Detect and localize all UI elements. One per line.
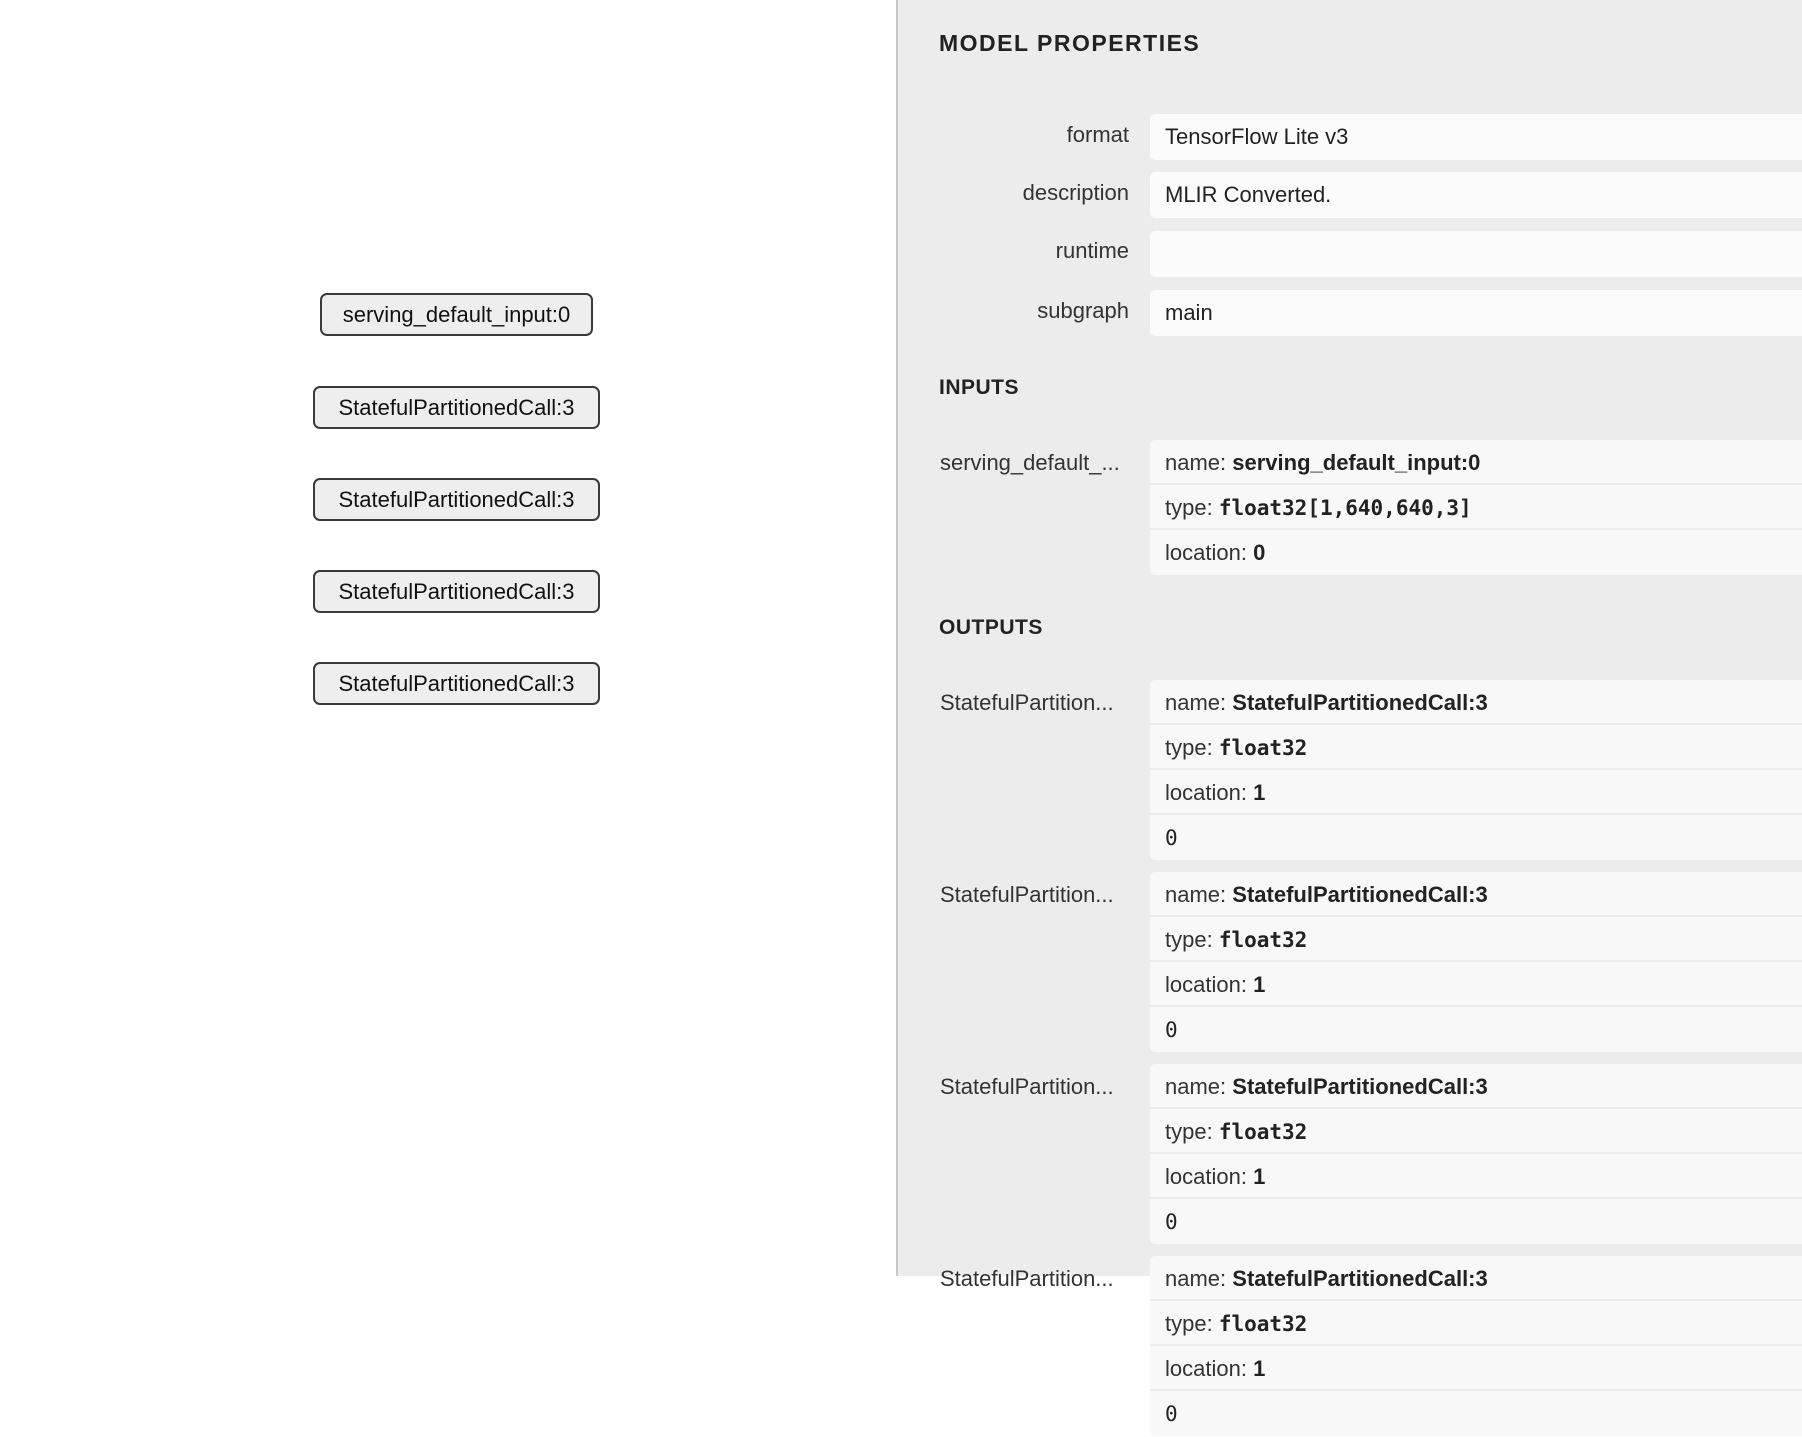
location-key: location: [1165, 1356, 1254, 1381]
graph-node-input[interactable]: serving_default_input:0 [320, 293, 593, 336]
type-key: type: [1165, 1119, 1219, 1144]
output-location-row[interactable] [1150, 1154, 1802, 1199]
property-value-runtime[interactable] [1150, 231, 1802, 277]
output-type-row[interactable] [1150, 1109, 1802, 1154]
output-type-value: float32 [1218, 928, 1308, 952]
sidebar-title: MODEL PROPERTIES [939, 30, 1201, 56]
inputs-section-title: INPUTS [939, 376, 1020, 399]
output-location-row[interactable] [1150, 962, 1802, 1007]
property-label-subgraph: subgraph [1037, 298, 1129, 323]
output-type-value: float32 [1218, 736, 1308, 760]
output-name-value: StatefulPartitionedCall:3 [1232, 1266, 1488, 1291]
output-type-row[interactable] [1150, 725, 1802, 770]
type-key: type: [1165, 495, 1219, 520]
property-label-runtime: runtime [1055, 238, 1129, 263]
graph-node-output[interactable]: StatefulPartitionedCall:3 [313, 478, 600, 521]
input-name-value: serving_default_input:0 [1232, 450, 1481, 475]
output-details [1150, 872, 1802, 1052]
output-details [1150, 1064, 1802, 1244]
output-name-row[interactable] [1150, 872, 1802, 917]
output-details [1150, 1256, 1802, 1436]
output-location-value: 1 [1253, 972, 1266, 997]
location-key: location: [1165, 780, 1254, 805]
model-properties-sidebar [896, 0, 1802, 1426]
output-extra-row[interactable] [1150, 815, 1802, 860]
input-location-value: 0 [1253, 540, 1266, 565]
property-label-description: description [1022, 180, 1129, 205]
type-key: type: [1165, 1311, 1219, 1336]
location-key: location: [1165, 972, 1254, 997]
output-extra-value: 0 [1165, 1018, 1178, 1042]
graph-canvas[interactable] [0, 0, 896, 1276]
property-value-subgraph[interactable]: main [1150, 290, 1802, 336]
output-name-value: StatefulPartitionedCall:3 [1232, 882, 1488, 907]
name-key: name: [1165, 450, 1233, 475]
type-key: type: [1165, 735, 1219, 760]
output-extra-row[interactable] [1150, 1199, 1802, 1244]
graph-node-output[interactable]: StatefulPartitionedCall:3 [313, 662, 600, 705]
input-location-row[interactable] [1150, 530, 1802, 575]
name-key: name: [1165, 1266, 1233, 1291]
output-location-row[interactable] [1150, 1346, 1802, 1391]
output-name-value: StatefulPartitionedCall:3 [1232, 1074, 1488, 1099]
output-location-value: 1 [1253, 1356, 1266, 1381]
location-key: location: [1165, 1164, 1254, 1189]
graph-node-output[interactable]: StatefulPartitionedCall:3 [313, 570, 600, 613]
output-extra-value: 0 [1165, 826, 1178, 850]
output-location-row[interactable] [1150, 770, 1802, 815]
name-key: name: [1165, 882, 1233, 907]
output-label: StatefulPartition... [940, 1074, 1114, 1099]
input-type-value: float32[1,640,640,3] [1218, 496, 1472, 520]
output-extra-row[interactable] [1150, 1007, 1802, 1052]
input-type-row[interactable] [1150, 485, 1802, 530]
output-name-row[interactable] [1150, 1064, 1802, 1109]
property-value-description[interactable]: MLIR Converted. [1150, 172, 1802, 218]
property-value-format[interactable]: TensorFlow Lite v3 [1150, 114, 1802, 160]
type-key: type: [1165, 927, 1219, 952]
output-extra-row[interactable] [1150, 1391, 1802, 1436]
output-name-value: StatefulPartitionedCall:3 [1232, 690, 1488, 715]
output-label: StatefulPartition... [940, 690, 1114, 715]
output-type-value: float32 [1218, 1312, 1308, 1336]
output-name-row[interactable] [1150, 1256, 1802, 1301]
output-label: StatefulPartition... [940, 1266, 1114, 1291]
name-key: name: [1165, 690, 1233, 715]
input-details [1150, 440, 1802, 575]
input-name-row[interactable] [1150, 440, 1802, 485]
location-key: location: [1165, 540, 1254, 565]
output-type-value: float32 [1218, 1120, 1308, 1144]
input-label: serving_default_... [940, 450, 1120, 475]
output-type-row[interactable] [1150, 1301, 1802, 1346]
output-label: StatefulPartition... [940, 882, 1114, 907]
outputs-section-title: OUTPUTS [939, 616, 1043, 639]
name-key: name: [1165, 1074, 1233, 1099]
output-location-value: 1 [1253, 780, 1266, 805]
output-name-row[interactable] [1150, 680, 1802, 725]
output-location-value: 1 [1253, 1164, 1266, 1189]
output-extra-value: 0 [1165, 1210, 1178, 1234]
output-extra-value: 0 [1165, 1402, 1178, 1426]
output-details [1150, 680, 1802, 860]
property-label-format: format [1066, 122, 1129, 147]
output-type-row[interactable] [1150, 917, 1802, 962]
graph-node-output[interactable]: StatefulPartitionedCall:3 [313, 386, 600, 429]
